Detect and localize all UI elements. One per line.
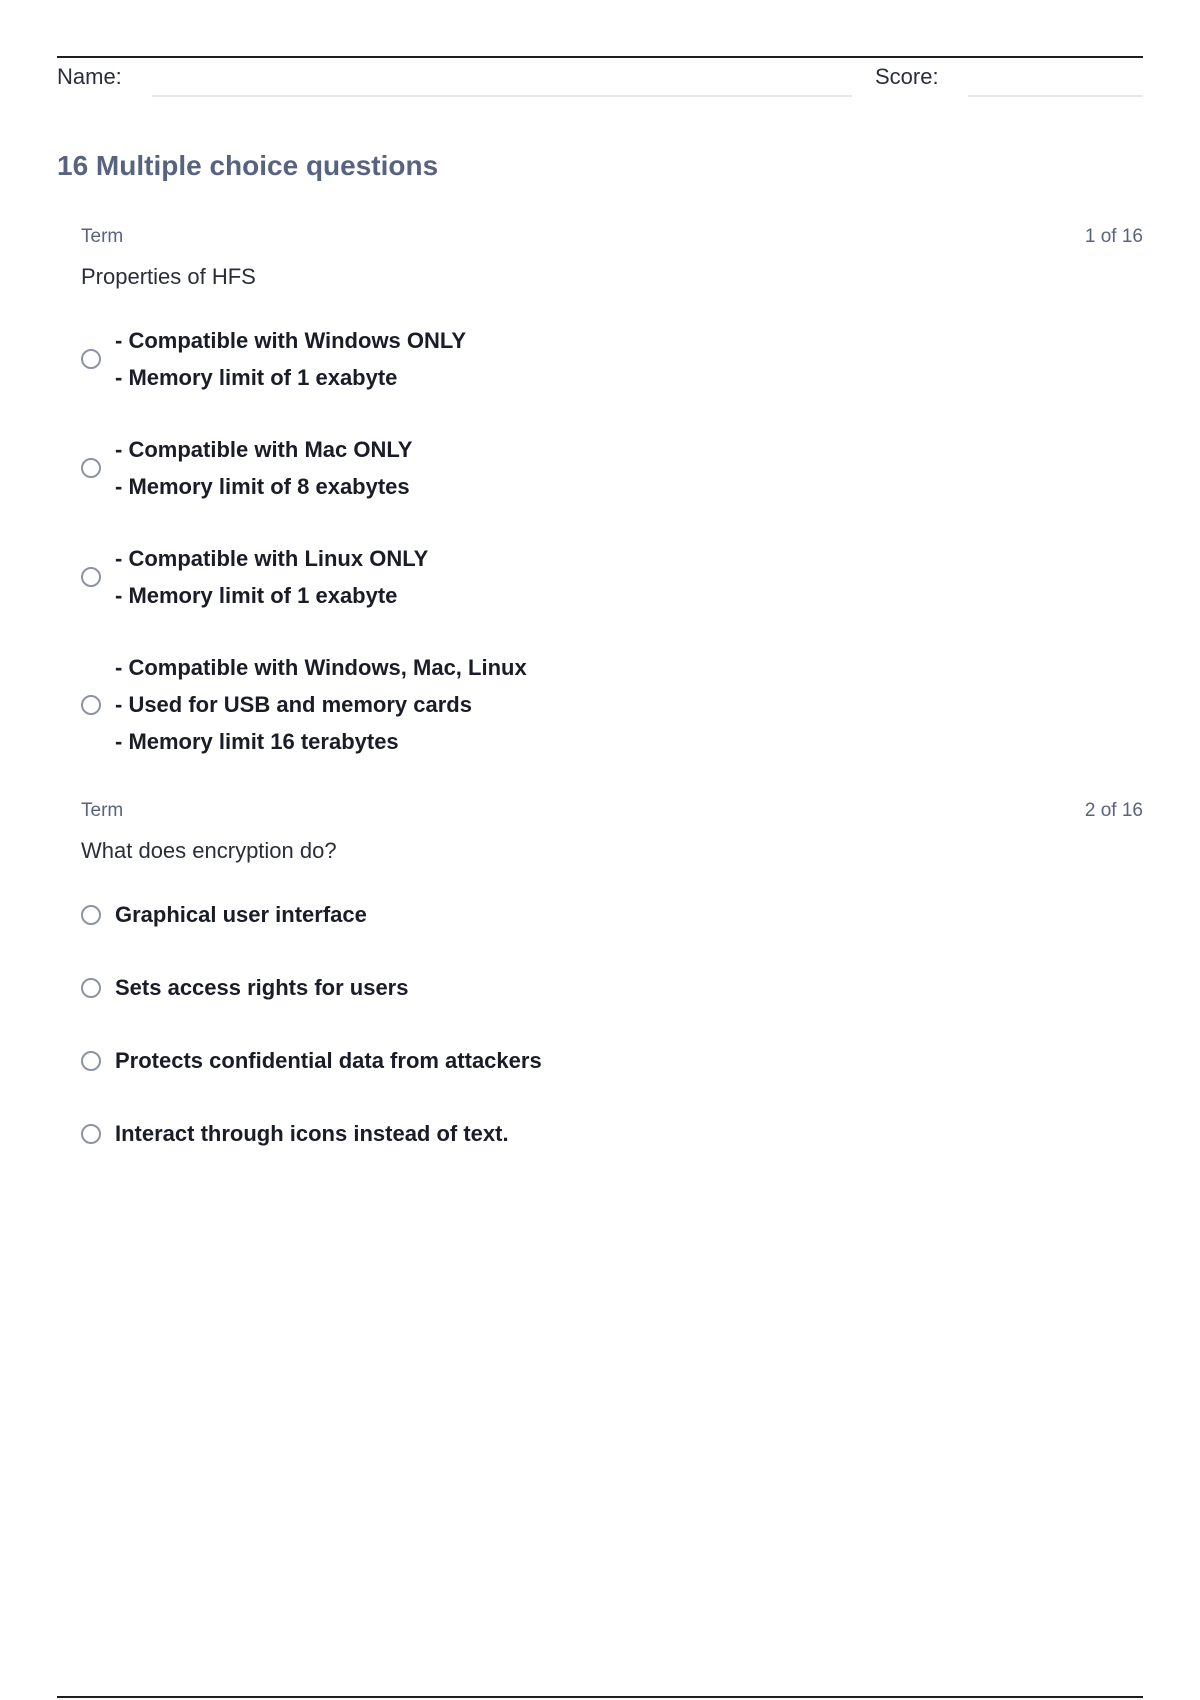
question-prompt: What does encryption do? xyxy=(81,838,337,863)
answer-option-text: - Compatible with Windows ONLY - Memory limit of 1 exabyte xyxy=(115,328,466,390)
radio-button-icon[interactable] xyxy=(81,695,101,715)
question-kind: Term xyxy=(81,226,124,247)
name-field-line xyxy=(152,95,852,97)
question-counter: 1 of 16 xyxy=(1084,226,1143,247)
question-counter: 2 of 16 xyxy=(1084,800,1143,821)
score-field-line xyxy=(968,95,1143,97)
radio-button-icon[interactable] xyxy=(81,978,101,998)
answer-option[interactable] xyxy=(81,431,412,505)
answer-option[interactable] xyxy=(81,896,367,933)
answer-option-text: - Compatible with Windows, Mac, Linux - Used for USB and memory cards - Memory limit 16 terabytes xyxy=(115,655,527,754)
worksheet-header xyxy=(57,62,1143,102)
answer-option-text: Sets access rights for users xyxy=(115,975,409,1000)
question-prompt: Properties of HFS xyxy=(81,264,256,289)
radio-button-icon[interactable] xyxy=(81,905,101,925)
question-1 xyxy=(81,226,1143,766)
bottom-divider xyxy=(57,1696,1143,1698)
answer-option[interactable] xyxy=(81,540,428,614)
radio-button-icon[interactable] xyxy=(81,1051,101,1071)
answer-option[interactable] xyxy=(81,1115,509,1152)
answer-option-text: Protects confidential data from attackers xyxy=(115,1048,542,1073)
answer-option-text: Interact through icons instead of text. xyxy=(115,1121,509,1146)
answer-option-text: - Compatible with Linux ONLY - Memory limit of 1 exabyte xyxy=(115,546,429,608)
top-divider xyxy=(57,56,1143,58)
answer-option-text: Graphical user interface xyxy=(115,902,367,927)
radio-button-icon[interactable] xyxy=(81,1124,101,1144)
answer-option[interactable] xyxy=(81,649,527,760)
radio-button-icon[interactable] xyxy=(81,458,101,478)
question-2 xyxy=(81,800,1143,1150)
name-label: Name: xyxy=(57,64,122,89)
answer-option[interactable] xyxy=(81,1042,542,1079)
score-label: Score: xyxy=(875,64,939,89)
answer-option-text: - Compatible with Mac ONLY - Memory limit of 8 exabytes xyxy=(115,437,413,499)
radio-button-icon[interactable] xyxy=(81,567,101,587)
radio-button-icon[interactable] xyxy=(81,349,101,369)
question-kind: Term xyxy=(81,800,124,821)
answer-option[interactable] xyxy=(81,969,408,1006)
answer-option[interactable] xyxy=(81,322,466,396)
section-title: 16 Multiple choice questions xyxy=(57,150,439,181)
